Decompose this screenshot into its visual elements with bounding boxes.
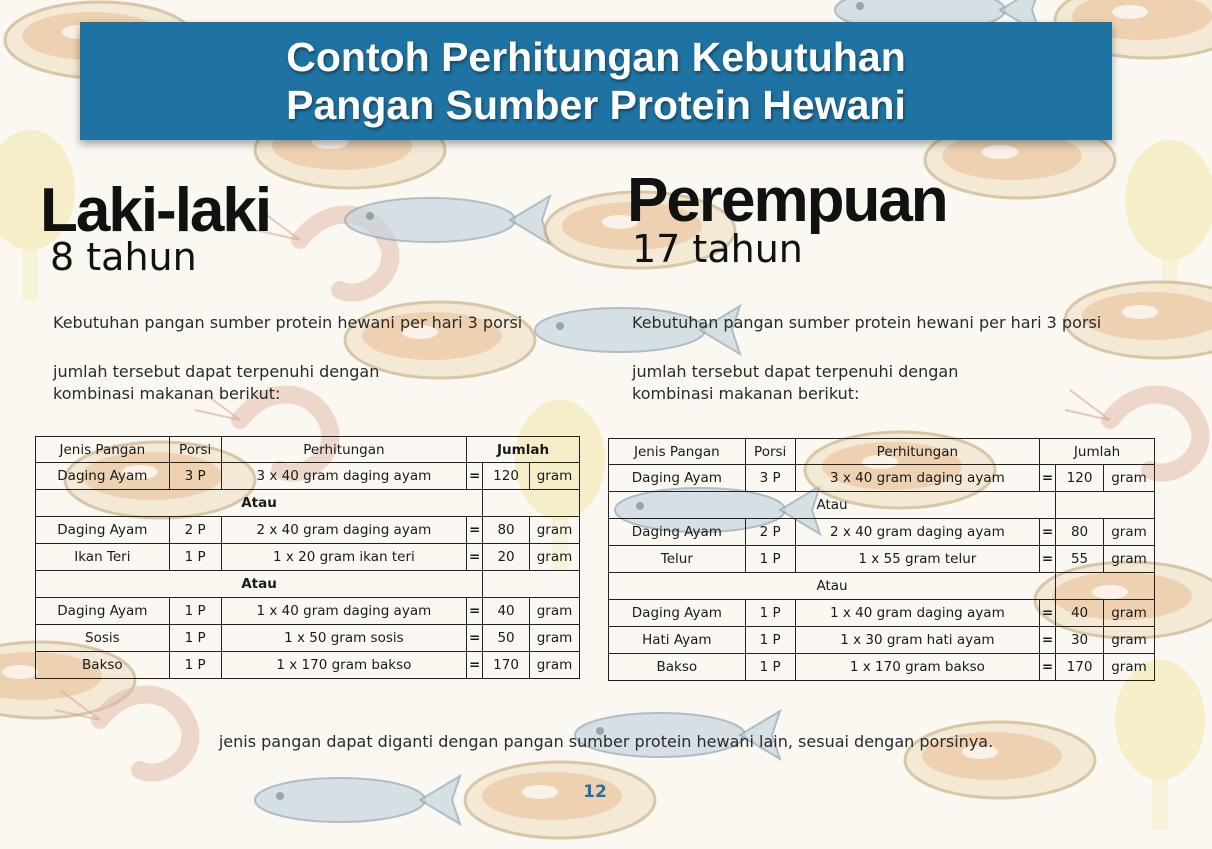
cell-equals: = xyxy=(467,544,483,571)
cell-unit: gram xyxy=(530,517,580,544)
cell-jenis: Telur xyxy=(609,546,746,573)
cell-perhitungan: 1 x 30 gram hati ayam xyxy=(795,627,1039,654)
cell-unit: gram xyxy=(1104,465,1155,492)
table-row xyxy=(609,600,1155,627)
cell-jenis: Daging Ayam xyxy=(36,517,170,544)
table-header-row xyxy=(36,437,580,463)
cell-jenis: Daging Ayam xyxy=(609,465,746,492)
cell-porsi: 2 P xyxy=(169,517,221,544)
cell-perhitungan: 1 x 40 gram daging ayam xyxy=(795,600,1039,627)
separator-atau: Atau xyxy=(36,571,483,598)
header-jenis-pangan: Jenis Pangan xyxy=(36,437,170,463)
separator-blank xyxy=(483,490,580,517)
cell-value: 50 xyxy=(483,625,530,652)
table-row xyxy=(36,517,580,544)
table-row xyxy=(609,519,1155,546)
table-row xyxy=(36,463,580,490)
footnote: jenis pangan dapat diganti dengan pangan sumber protein hewani lain, sesuai dengan porsinya. xyxy=(218,732,994,751)
cell-unit: gram xyxy=(530,463,580,490)
cell-porsi: 3 P xyxy=(169,463,221,490)
header-jumlah: Jumlah xyxy=(1040,439,1155,465)
header-perhitungan: Perhitungan xyxy=(795,439,1039,465)
table-row xyxy=(36,652,580,679)
cell-jenis: Daging Ayam xyxy=(609,600,746,627)
table-row xyxy=(36,598,580,625)
title-line-2: Pangan Sumber Protein Hewani xyxy=(286,82,906,128)
cell-perhitungan: 3 x 40 gram daging ayam xyxy=(795,465,1039,492)
cell-equals: = xyxy=(467,463,483,490)
cell-jenis: Bakso xyxy=(36,652,170,679)
separator-blank xyxy=(483,571,580,598)
cell-value: 20 xyxy=(483,544,530,571)
cell-porsi: 1 P xyxy=(745,600,795,627)
cell-jenis: Bakso xyxy=(609,654,746,681)
cell-porsi: 1 P xyxy=(169,598,221,625)
table-row xyxy=(609,654,1155,681)
separator-blank xyxy=(1056,492,1155,519)
cell-value: 55 xyxy=(1056,546,1104,573)
header-jenis-pangan: Jenis Pangan xyxy=(609,439,746,465)
cell-unit: gram xyxy=(530,652,580,679)
cell-equals: = xyxy=(1040,465,1056,492)
cell-value: 170 xyxy=(483,652,530,679)
cell-value: 80 xyxy=(483,517,530,544)
cell-equals: = xyxy=(467,625,483,652)
separator-atau: Atau xyxy=(36,490,483,517)
cell-value: 120 xyxy=(483,463,530,490)
separator-row xyxy=(36,490,580,517)
separator-blank xyxy=(1056,573,1155,600)
cell-perhitungan: 1 x 55 gram telur xyxy=(795,546,1039,573)
page-number: 12 xyxy=(583,782,607,802)
right-requirement-text: Kebutuhan pangan sumber protein hewani per hari 3 porsi xyxy=(632,313,1102,332)
cell-perhitungan: 3 x 40 gram daging ayam xyxy=(221,463,466,490)
cell-value: 120 xyxy=(1056,465,1104,492)
cell-perhitungan: 2 x 40 gram daging ayam xyxy=(795,519,1039,546)
cell-equals: = xyxy=(1040,600,1056,627)
cell-equals: = xyxy=(1040,654,1056,681)
cell-unit: gram xyxy=(1104,654,1155,681)
cell-equals: = xyxy=(1040,627,1056,654)
cell-unit: gram xyxy=(1104,519,1155,546)
cell-porsi: 1 P xyxy=(745,627,795,654)
cell-value: 40 xyxy=(1056,600,1104,627)
cell-jenis: Sosis xyxy=(36,625,170,652)
left-age: 8 tahun xyxy=(50,235,197,279)
cell-value: 170 xyxy=(1056,654,1104,681)
header-porsi: Porsi xyxy=(169,437,221,463)
cell-porsi: 2 P xyxy=(745,519,795,546)
cell-perhitungan: 1 x 50 gram sosis xyxy=(221,625,466,652)
table-row xyxy=(36,544,580,571)
cell-perhitungan: 1 x 40 gram daging ayam xyxy=(221,598,466,625)
cell-unit: gram xyxy=(530,625,580,652)
cell-value: 30 xyxy=(1056,627,1104,654)
cell-perhitungan: 2 x 40 gram daging ayam xyxy=(221,517,466,544)
cell-perhitungan: 1 x 170 gram bakso xyxy=(221,652,466,679)
cell-unit: gram xyxy=(1104,600,1155,627)
title-line-1: Contoh Perhitungan Kebutuhan xyxy=(286,34,906,80)
header-porsi: Porsi xyxy=(745,439,795,465)
left-combo-text-1: jumlah tersebut dapat terpenuhi dengan xyxy=(53,362,380,381)
cell-equals: = xyxy=(467,598,483,625)
right-portion-table xyxy=(608,438,1155,681)
header-perhitungan: Perhitungan xyxy=(221,437,466,463)
table-row xyxy=(609,546,1155,573)
right-gender-heading: Perempuan xyxy=(627,166,947,235)
cell-jenis: Daging Ayam xyxy=(36,598,170,625)
cell-value: 40 xyxy=(483,598,530,625)
table-row xyxy=(609,627,1155,654)
table-row xyxy=(36,625,580,652)
table-row xyxy=(609,465,1155,492)
cell-jenis: Daging Ayam xyxy=(609,519,746,546)
cell-equals: = xyxy=(467,652,483,679)
cell-porsi: 1 P xyxy=(169,652,221,679)
left-combo-text-2: kombinasi makanan berikut: xyxy=(53,384,281,403)
cell-jenis: Daging Ayam xyxy=(36,463,170,490)
title-banner xyxy=(80,22,1112,140)
separator-row xyxy=(36,571,580,598)
left-portion-table xyxy=(35,436,580,679)
cell-unit: gram xyxy=(1104,546,1155,573)
cell-perhitungan: 1 x 20 gram ikan teri xyxy=(221,544,466,571)
cell-equals: = xyxy=(1040,546,1056,573)
cell-unit: gram xyxy=(530,544,580,571)
cell-porsi: 1 P xyxy=(169,625,221,652)
cell-porsi: 1 P xyxy=(745,546,795,573)
cell-jenis: Ikan Teri xyxy=(36,544,170,571)
separator-row xyxy=(609,573,1155,600)
right-combo-text-2: kombinasi makanan berikut: xyxy=(632,384,860,403)
cell-value: 80 xyxy=(1056,519,1104,546)
separator-atau: Atau xyxy=(609,492,1056,519)
cell-equals: = xyxy=(467,517,483,544)
right-combo-text-1: jumlah tersebut dapat terpenuhi dengan xyxy=(632,362,959,381)
header-jumlah: Jumlah xyxy=(467,437,580,463)
separator-atau: Atau xyxy=(609,573,1056,600)
right-age: 17 tahun xyxy=(632,227,803,271)
left-requirement-text: Kebutuhan pangan sumber protein hewani per hari 3 porsi xyxy=(53,313,523,332)
cell-porsi: 3 P xyxy=(745,465,795,492)
table-header-row xyxy=(609,439,1155,465)
separator-row xyxy=(609,492,1155,519)
cell-perhitungan: 1 x 170 gram bakso xyxy=(795,654,1039,681)
cell-equals: = xyxy=(1040,519,1056,546)
cell-jenis: Hati Ayam xyxy=(609,627,746,654)
cell-porsi: 1 P xyxy=(745,654,795,681)
cell-unit: gram xyxy=(1104,627,1155,654)
cell-porsi: 1 P xyxy=(169,544,221,571)
left-gender-heading: Laki-laki xyxy=(40,176,271,245)
cell-unit: gram xyxy=(530,598,580,625)
